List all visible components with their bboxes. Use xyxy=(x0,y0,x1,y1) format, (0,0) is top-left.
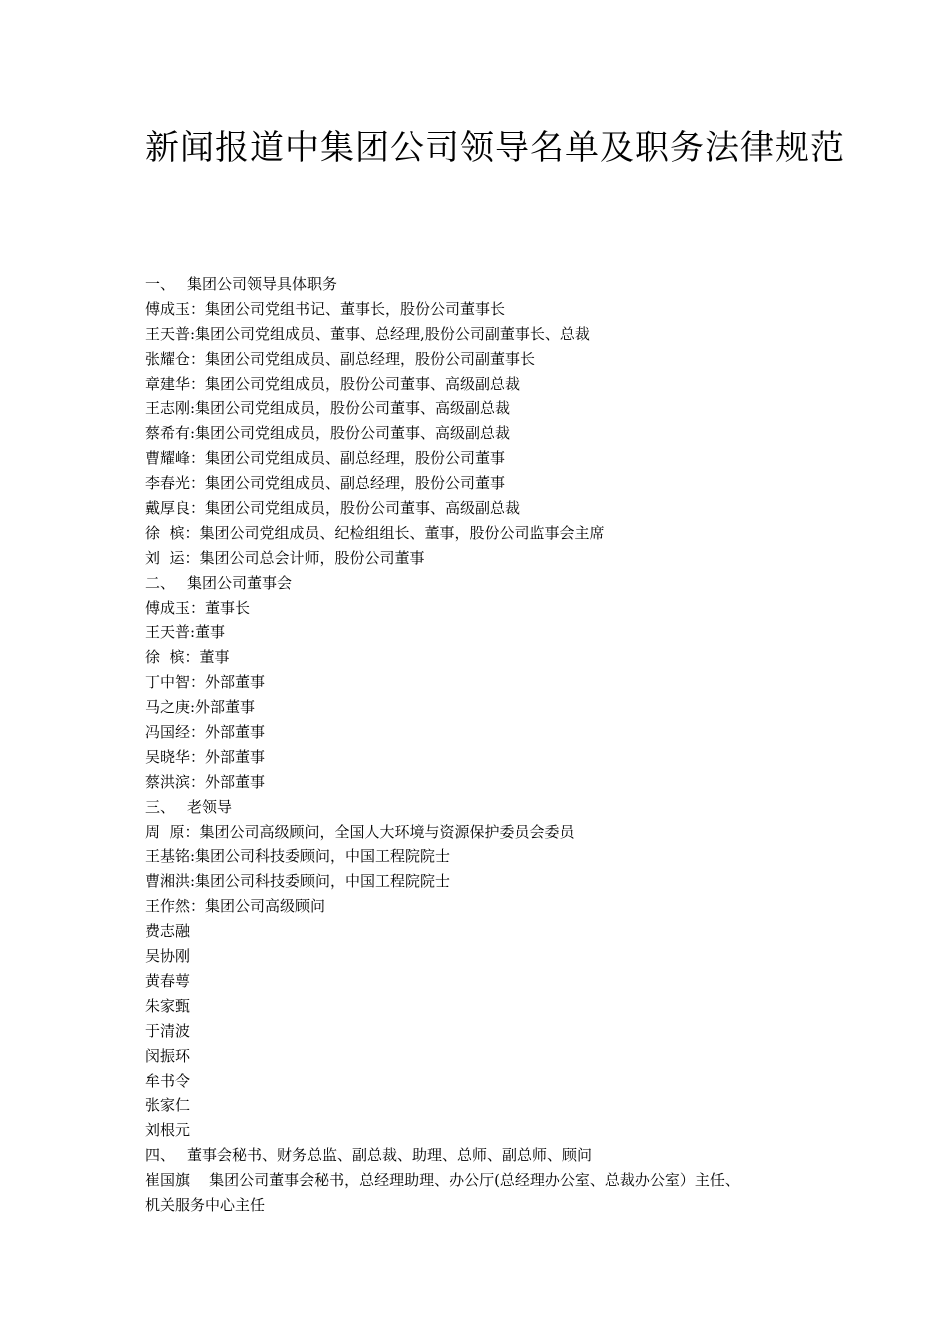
section-title: 老领导 xyxy=(187,797,233,816)
list-item: 张家仁 xyxy=(145,1096,191,1115)
list-item: 曹湘洪:集团公司科技委顾问，中国工程院院士 xyxy=(145,872,451,891)
list-item: 刘 运：集团公司总会计师，股份公司董事 xyxy=(145,548,425,567)
list-item: 冯国经：外部董事 xyxy=(145,723,266,742)
list-item: 徐 槟：董事 xyxy=(145,648,230,667)
list-item: 张耀仓：集团公司党组成员、副总经理，股份公司副董事长 xyxy=(145,349,536,368)
list-item: 于清波 xyxy=(145,1021,191,1040)
section-number: 二、 xyxy=(145,573,176,592)
list-item: 傅成玉：董事长 xyxy=(145,598,251,617)
list-item: 崔国旗 集团公司董事会秘书，总经理助理、办公厅(总经理办公室、总裁办公室）主任、 xyxy=(145,1171,740,1190)
section-title: 董事会秘书、财务总监、副总裁、助理、总师、副总师、顾问 xyxy=(187,1146,593,1165)
section-heading xyxy=(145,272,825,297)
list-item: 蔡希有:集团公司党组成员，股份公司董事、高级副总裁 xyxy=(145,424,511,443)
list-item: 李春光：集团公司党组成员、副总经理，股份公司董事 xyxy=(145,474,506,493)
section-title: 集团公司领导具体职务 xyxy=(187,275,338,293)
list-item: 费志融 xyxy=(145,922,191,941)
list-item: 章建华：集团公司党组成员，股份公司董事、高级副总裁 xyxy=(145,374,521,393)
list-item: 蔡洪滨：外部董事 xyxy=(145,772,266,791)
list-item: 吴晓华：外部董事 xyxy=(145,747,266,766)
section-number: 一、 xyxy=(145,275,176,293)
section-title: 集团公司董事会 xyxy=(187,573,293,592)
list-item: 朱家甄 xyxy=(145,996,191,1015)
section-number: 三、 xyxy=(145,797,176,816)
list-item: 徐 槟：集团公司党组成员、纪检组组长、董事，股份公司监事会主席 xyxy=(145,523,605,542)
list-item: 王天普:董事 xyxy=(145,623,226,642)
list-item: 王志刚:集团公司党组成员，股份公司董事、高级副总裁 xyxy=(145,399,511,418)
list-item: 机关服务中心主任 xyxy=(145,1195,266,1214)
section-heading xyxy=(145,1143,825,1168)
list-item: 王作然：集团公司高级顾问 xyxy=(145,897,326,916)
list-item: 丁中智：外部董事 xyxy=(145,673,266,692)
section-number: 四、 xyxy=(145,1146,176,1165)
list-item: 吴协刚 xyxy=(145,947,191,966)
list-item: 刘根元 xyxy=(145,1121,191,1140)
section-heading xyxy=(145,571,825,596)
list-item: 傅成玉：集团公司党组书记、董事长，股份公司董事长 xyxy=(145,299,506,318)
list-item: 牟书令 xyxy=(145,1071,191,1090)
document-body xyxy=(145,272,825,1218)
list-item: 闵振环 xyxy=(145,1046,191,1065)
list-item: 黄春萼 xyxy=(145,971,191,990)
list-item: 王天普:集团公司党组成员、董事、总经理,股份公司副董事长、总裁 xyxy=(145,324,590,343)
list-item: 王基铭:集团公司科技委顾问，中国工程院院士 xyxy=(145,847,451,866)
list-item: 马之庚:外部董事 xyxy=(145,698,256,717)
list-item: 戴厚良：集团公司党组成员，股份公司董事、高级副总裁 xyxy=(145,499,521,518)
list-item: 曹耀峰：集团公司党组成员、副总经理，股份公司董事 xyxy=(145,449,506,468)
document-title: 新闻报道中集团公司领导名单及职务法律规范 xyxy=(145,128,845,168)
section-heading xyxy=(145,795,825,820)
list-item: 周 原：集团公司高级顾问，全国人大环境与资源保护委员会委员 xyxy=(145,822,575,841)
